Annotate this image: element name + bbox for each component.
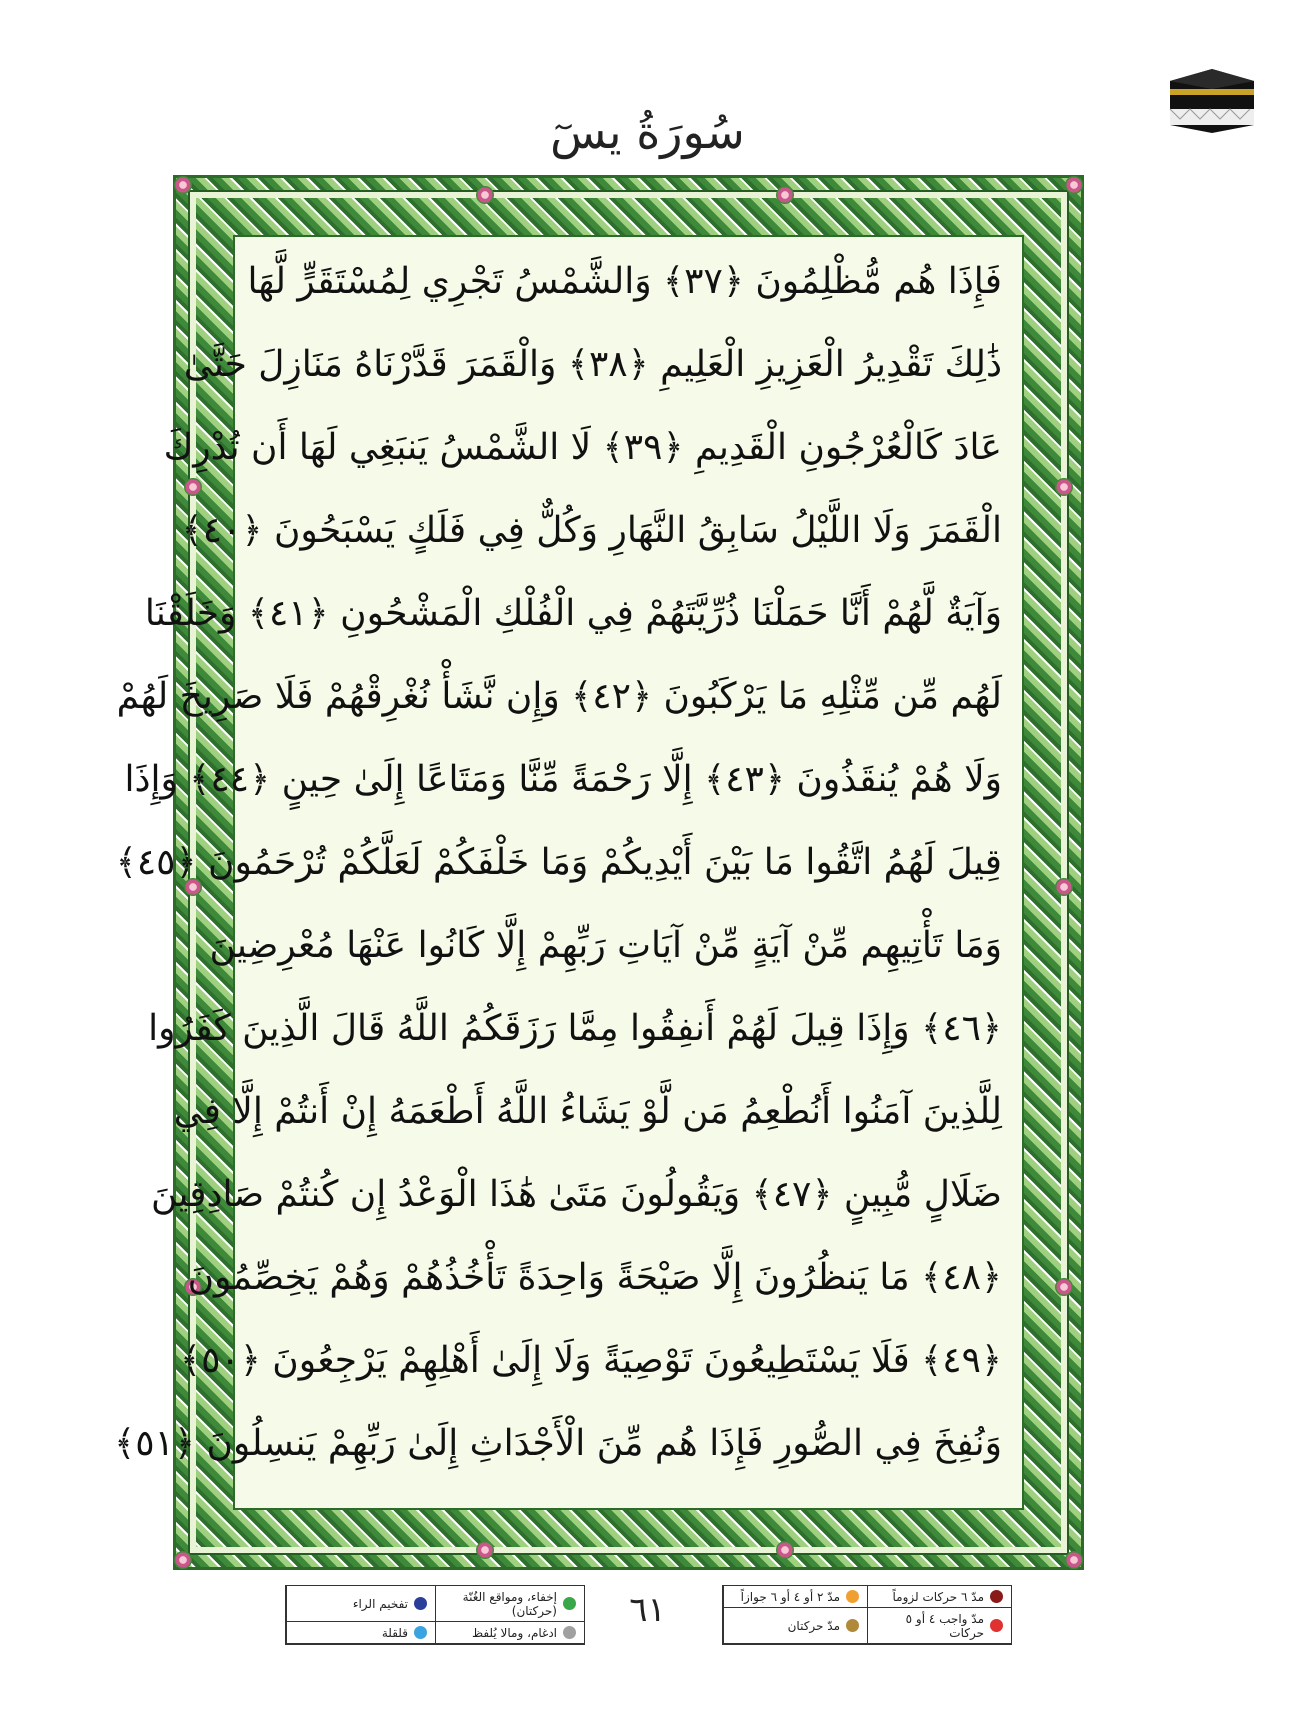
verse-line: ﴿٤٨﴾ مَا يَنظُرُونَ إِلَّا صَيْحَةً وَاحِدَةً تَأْخُذُهُمْ وَهُمْ يَخِصِّمُونَ bbox=[187, 1257, 1002, 1298]
legend-label: إخفاء، ومواقع الغُنّة (حركتان) bbox=[462, 1589, 557, 1618]
verse-line: ﴿٤٩﴾ فَلَا يَسْتَطِيعُونَ تَوْصِيَةً وَلَا إِلَىٰ أَهْلِهِمْ يَرْجِعُونَ ﴿٥٠﴾ bbox=[180, 1340, 1002, 1381]
legend-item bbox=[435, 1622, 584, 1644]
border-rose-decoration bbox=[1055, 878, 1073, 896]
surah-title: سُورَةُ يسٓ bbox=[550, 105, 745, 159]
quran-text-panel bbox=[114, 235, 1024, 1510]
verse-line: ضَلَالٍ مُّبِينٍ ﴿٤٧﴾ وَيَقُولُونَ مَتَىٰ هَٰذَا الْوَعْدُ إِن كُنتُمْ صَادِقِينَ bbox=[151, 1174, 1002, 1215]
tajweed-legend-right bbox=[722, 1585, 1012, 1645]
legend-item bbox=[723, 1608, 867, 1644]
legend-label: تفخيم الراء bbox=[352, 1596, 408, 1611]
verse-line: وَآيَةٌ لَّهُمْ أَنَّا حَمَلْنَا ذُرِّيَّتَهُمْ فِي الْفُلْكِ الْمَشْحُونِ ﴿٤١﴾ وَخَلَقْنَا bbox=[144, 593, 1002, 634]
legend-label: مدّ ٦ حركات لزوماً bbox=[892, 1589, 984, 1604]
border-rose-decoration bbox=[476, 1541, 494, 1559]
legend-item bbox=[286, 1586, 435, 1622]
verse-line: وَمَا تَأْتِيهِم مِّنْ آيَةٍ مِّنْ آيَاتِ رَبِّهِمْ إِلَّا كَانُوا عَنْهَا مُعْرِضِينَ bbox=[209, 925, 1002, 966]
verse-line: الْقَمَرَ وَلَا اللَّيْلُ سَابِقُ النَّهَارِ وَكُلٌّ فِي فَلَكٍ يَسْبَحُونَ ﴿٤٠﴾ bbox=[181, 510, 1002, 551]
legend-color-dot bbox=[563, 1597, 576, 1610]
legend-item bbox=[723, 1586, 867, 1608]
legend-item bbox=[435, 1586, 584, 1622]
legend-item bbox=[286, 1622, 435, 1644]
border-rose-decoration bbox=[1055, 478, 1073, 496]
border-rose-decoration bbox=[174, 176, 192, 194]
verse-line: لَهُم مِّن مِّثْلِهِ مَا يَرْكَبُونَ ﴿٤٢﴾ وَإِن نَّشَأْ نُغْرِقْهُمْ فَلَا صَرِيخَ لَهُمْ bbox=[116, 676, 1002, 717]
page-number: ٦١ bbox=[629, 1590, 666, 1630]
border-rose-decoration bbox=[476, 186, 494, 204]
legend-color-dot bbox=[990, 1619, 1003, 1632]
legend-color-dot bbox=[846, 1619, 859, 1632]
legend-item bbox=[867, 1608, 1011, 1644]
legend-label: مدّ واجب ٤ أو ٥ حركات bbox=[905, 1611, 984, 1640]
border-rose-decoration bbox=[1065, 176, 1083, 194]
border-rose-decoration bbox=[776, 1541, 794, 1559]
legend-label: مدّ حركتان bbox=[787, 1618, 840, 1633]
legend-label: قلقلة bbox=[381, 1625, 408, 1640]
tajweed-legend-left bbox=[285, 1585, 585, 1645]
verse-line: لِلَّذِينَ آمَنُوا أَنُطْعِمُ مَن لَّوْ يَشَاءُ اللَّهُ أَطْعَمَهُ إِنْ أَنتُمْ إِلَّا فِي bbox=[173, 1091, 1002, 1132]
legend-item bbox=[867, 1586, 1011, 1608]
border-rose-decoration bbox=[1065, 1551, 1083, 1569]
border-rose-decoration bbox=[174, 1551, 192, 1569]
border-rose-decoration bbox=[1055, 1278, 1073, 1296]
verse-line: وَنُفِخَ فِي الصُّورِ فَإِذَا هُم مِّنَ الْأَجْدَاثِ إِلَىٰ رَبِّهِمْ يَنسِلُونَ ﴿٥١﴾ bbox=[114, 1423, 1002, 1464]
border-rose-decoration bbox=[776, 186, 794, 204]
legend-color-dot bbox=[414, 1597, 427, 1610]
verse-line: ﴿٤٦﴾ وَإِذَا قِيلَ لَهُمْ أَنفِقُوا مِمَّا رَزَقَكُمُ اللَّهُ قَالَ الَّذِينَ كَفَرُوا bbox=[148, 1008, 1002, 1049]
verse-line: عَادَ كَالْعُرْجُونِ الْقَدِيمِ ﴿٣٩﴾ لَا الشَّمْسُ يَنبَغِي لَهَا أَن تُدْرِكَ bbox=[163, 427, 1002, 468]
verse-line: ذَٰلِكَ تَقْدِيرُ الْعَزِيزِ الْعَلِيمِ ﴿٣٨﴾ وَالْقَمَرَ قَدَّرْنَاهُ مَنَازِلَ حَتَّىٰ bbox=[183, 344, 1002, 385]
legend-color-dot bbox=[414, 1626, 427, 1639]
legend-label: ادغام، ومالا يُلفظ bbox=[471, 1625, 557, 1640]
verse-line: قِيلَ لَهُمُ اتَّقُوا مَا بَيْنَ أَيْدِيكُمْ وَمَا خَلْفَكُمْ لَعَلَّكُمْ تُرْحَمُونَ ﴿٤٥﴾ bbox=[115, 842, 1002, 883]
legend-color-dot bbox=[990, 1590, 1003, 1603]
legend-color-dot bbox=[563, 1626, 576, 1639]
verse-line: فَإِذَا هُم مُّظْلِمُونَ ﴿٣٧﴾ وَالشَّمْسُ تَجْرِي لِمُسْتَقَرٍّ لَّهَا bbox=[247, 261, 1002, 302]
legend-color-dot bbox=[846, 1590, 859, 1603]
legend-label: مدّ ٢ أو ٤ أو ٦ جوازاً bbox=[740, 1589, 840, 1604]
verse-line: وَلَا هُمْ يُنقَذُونَ ﴿٤٣﴾ إِلَّا رَحْمَةً مِّنَّا وَمَتَاعًا إِلَىٰ حِينٍ ﴿٤٤﴾ وَإِذَا bbox=[124, 759, 1002, 800]
